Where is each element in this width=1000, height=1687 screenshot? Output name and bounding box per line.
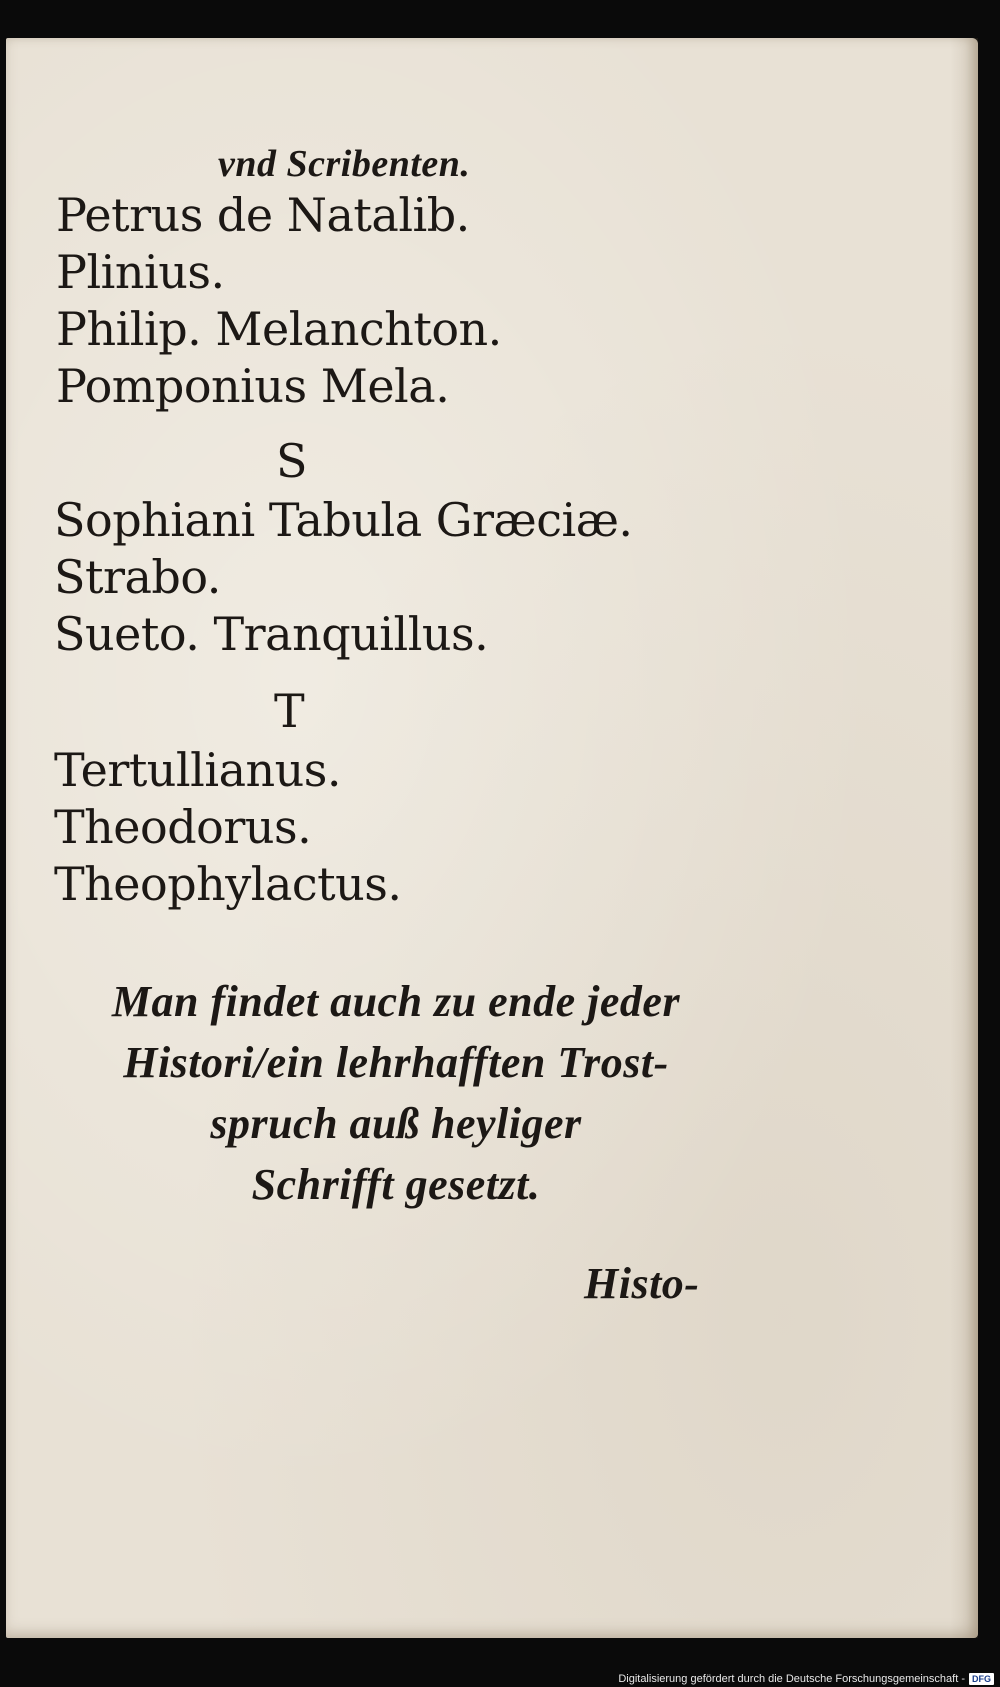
closing-line-4: Schrifft gesetzt. bbox=[251, 1160, 541, 1209]
entry-plinius: Plinius. bbox=[56, 245, 225, 299]
book-page bbox=[6, 38, 978, 1638]
entry-theophylactus: Theophylactus. bbox=[54, 857, 402, 911]
section-letter-t: T bbox=[274, 684, 305, 738]
entry-strabo: Strabo. bbox=[54, 550, 221, 604]
digitization-credit bbox=[618, 1673, 994, 1685]
page-edge-shadow bbox=[950, 38, 978, 1638]
entry-sueto: Sueto. Tranquillus. bbox=[54, 607, 489, 661]
credit-text: Digitalisierung gefördert durch die Deutsche Forschungsgemeinschaft - bbox=[618, 1673, 965, 1685]
section-letter-s: S bbox=[276, 434, 308, 488]
entry-pomponius: Pomponius Mela. bbox=[56, 359, 450, 413]
entry-petrus: Petrus de Natalib. bbox=[56, 188, 470, 242]
dfg-logo: DFG bbox=[969, 1673, 994, 1685]
running-header: vnd Scribenten. bbox=[218, 143, 471, 185]
entry-melanchton: Philip. Melanchton. bbox=[56, 302, 502, 356]
closing-line-2: Histori/ein lehrhafften Trost- bbox=[123, 1038, 669, 1087]
entry-theodorus: Theodorus. bbox=[54, 800, 312, 854]
catchword: Histo- bbox=[584, 1259, 700, 1308]
closing-line-3: spruch auß heyliger bbox=[210, 1099, 582, 1148]
closing-line-1: Man findet auch zu ende jeder bbox=[111, 977, 681, 1026]
entry-sophiani: Sophiani Tabula Græciæ. bbox=[54, 493, 633, 547]
entry-tertullianus: Tertullianus. bbox=[54, 743, 341, 797]
